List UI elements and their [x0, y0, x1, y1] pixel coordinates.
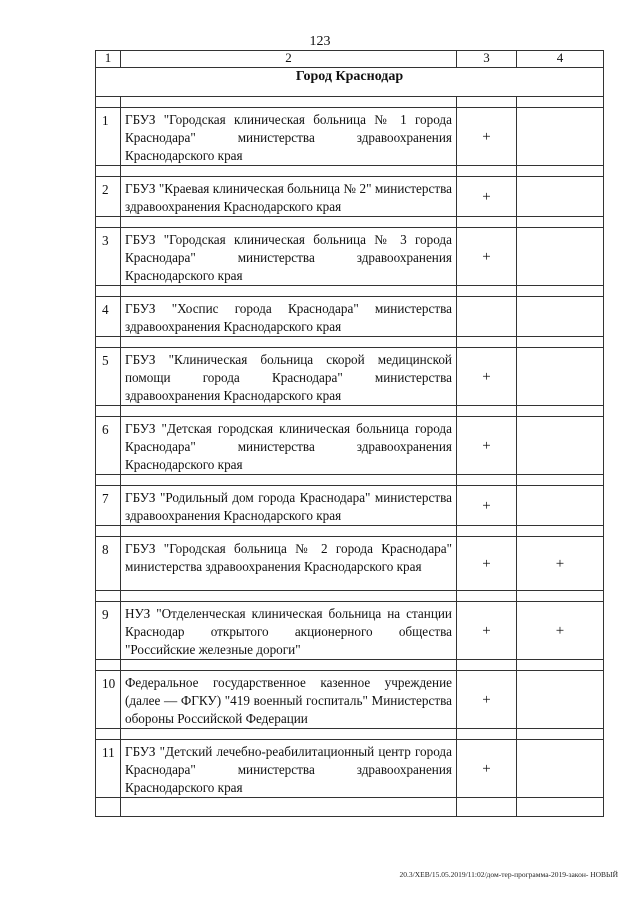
institution-name: ГБУЗ "Городская больница № 2 города Краснодара" министерства здравоохранения Краснодарского края [121, 537, 457, 591]
column-4-mark [517, 177, 604, 217]
spacer-cell [457, 217, 517, 228]
row-spacer [96, 660, 604, 671]
spacer-cell [457, 591, 517, 602]
spacer-cell [457, 526, 517, 537]
column-4-mark: + [517, 537, 604, 591]
hospital-table [95, 50, 604, 817]
section-title-row [96, 68, 604, 97]
spacer-cell [96, 406, 121, 417]
spacer-cell [121, 217, 457, 228]
row-number: 11 [96, 740, 121, 798]
spacer-cell [457, 97, 517, 108]
column-header-1: 1 [96, 51, 121, 68]
institution-name: ГБУЗ "Городская клиническая больница № 3 города Краснодара" министерства здравоохранения Краснодарского края [121, 228, 457, 286]
column-4-mark [517, 348, 604, 406]
spacer-cell [96, 217, 121, 228]
spacer-cell [517, 591, 604, 602]
spacer-cell [517, 475, 604, 486]
spacer-cell [517, 660, 604, 671]
column-header-3: 3 [457, 51, 517, 68]
spacer-cell [121, 97, 457, 108]
column-4-mark [517, 740, 604, 798]
column-4-mark [517, 486, 604, 526]
section-title: Город Краснодар [96, 68, 604, 97]
row-number: 2 [96, 177, 121, 217]
column-3-mark: + [457, 228, 517, 286]
column-3-mark: + [457, 486, 517, 526]
column-3-mark: + [457, 348, 517, 406]
spacer-cell [96, 337, 121, 348]
spacer-cell [96, 798, 121, 817]
spacer-cell [457, 660, 517, 671]
spacer-cell [121, 729, 457, 740]
spacer-cell [96, 97, 121, 108]
row-spacer [96, 798, 604, 817]
column-4-mark [517, 417, 604, 475]
spacer-cell [457, 475, 517, 486]
spacer-cell [517, 217, 604, 228]
spacer-cell [121, 337, 457, 348]
spacer-cell [121, 591, 457, 602]
document-footer: 20.3/ХЕВ/15.05.2019/11:02/дом-тер-программа-2019-закон- НОВЫЙ [399, 870, 618, 879]
table-row [96, 602, 604, 660]
row-spacer [96, 337, 604, 348]
spacer-cell [517, 798, 604, 817]
spacer-cell [457, 798, 517, 817]
spacer-cell [96, 475, 121, 486]
spacer-cell [457, 337, 517, 348]
spacer-cell [457, 286, 517, 297]
table-row [96, 348, 604, 406]
row-spacer [96, 475, 604, 486]
column-header-4: 4 [517, 51, 604, 68]
column-4-mark: + [517, 602, 604, 660]
column-3-mark [457, 297, 517, 337]
row-spacer [96, 729, 604, 740]
table-row [96, 297, 604, 337]
institution-name: ГБУЗ "Городская клиническая больница № 1 города Краснодара" министерства здравоохранения Краснодарского края [121, 108, 457, 166]
spacer-cell [517, 526, 604, 537]
institution-name: ГБУЗ "Родильный дом города Краснодара" министерства здравоохранения Краснодарского края [121, 486, 457, 526]
spacer-cell [457, 729, 517, 740]
spacer-cell [517, 406, 604, 417]
column-4-mark [517, 297, 604, 337]
institution-name: ГБУЗ "Детский лечебно-реабилитационный центр города Краснодара" министерства здравоохранения Краснодарского края [121, 740, 457, 798]
spacer-cell [121, 166, 457, 177]
table-row [96, 177, 604, 217]
row-spacer [96, 406, 604, 417]
row-number: 1 [96, 108, 121, 166]
column-4-mark [517, 108, 604, 166]
row-number: 5 [96, 348, 121, 406]
row-number: 3 [96, 228, 121, 286]
column-3-mark: + [457, 740, 517, 798]
row-spacer [96, 286, 604, 297]
column-3-mark: + [457, 671, 517, 729]
institution-name: ГБУЗ "Клиническая больница скорой медицинской помощи города Краснодара" министерства здравоохранения Краснодарского края [121, 348, 457, 406]
row-number: 10 [96, 671, 121, 729]
spacer-cell [517, 729, 604, 740]
spacer-cell [121, 406, 457, 417]
spacer-cell [121, 798, 457, 817]
institution-name: ГБУЗ "Хоспис города Краснодара" министерства здравоохранения Краснодарского края [121, 297, 457, 337]
column-3-mark: + [457, 602, 517, 660]
spacer-cell [121, 660, 457, 671]
table-row [96, 537, 604, 591]
column-header-2: 2 [121, 51, 457, 68]
row-number: 9 [96, 602, 121, 660]
column-3-mark: + [457, 108, 517, 166]
column-3-mark: + [457, 177, 517, 217]
column-4-mark [517, 671, 604, 729]
column-4-mark [517, 228, 604, 286]
row-spacer [96, 97, 604, 108]
spacer-cell [96, 526, 121, 537]
row-spacer [96, 526, 604, 537]
spacer-cell [517, 337, 604, 348]
spacer-cell [121, 475, 457, 486]
spacer-cell [121, 526, 457, 537]
spacer-cell [96, 166, 121, 177]
spacer-cell [517, 97, 604, 108]
table-row [96, 671, 604, 729]
column-3-mark: + [457, 417, 517, 475]
row-spacer [96, 591, 604, 602]
row-number: 4 [96, 297, 121, 337]
spacer-cell [96, 660, 121, 671]
spacer-cell [457, 406, 517, 417]
institution-name: ГБУЗ "Детская городская клиническая больница города Краснодара" министерства здравоохранения Краснодарского края [121, 417, 457, 475]
row-spacer [96, 217, 604, 228]
table-row [96, 417, 604, 475]
spacer-cell [517, 286, 604, 297]
spacer-cell [96, 729, 121, 740]
table-row [96, 740, 604, 798]
institution-name: НУЗ "Отделенческая клиническая больница на станции Краснодар открытого акционерного общества "Российские железные дороги" [121, 602, 457, 660]
column-3-mark: + [457, 537, 517, 591]
row-number: 6 [96, 417, 121, 475]
spacer-cell [96, 286, 121, 297]
row-number: 8 [96, 537, 121, 591]
spacer-cell [517, 166, 604, 177]
table-row [96, 228, 604, 286]
row-spacer [96, 166, 604, 177]
spacer-cell [457, 166, 517, 177]
spacer-cell [121, 286, 457, 297]
column-header-row [96, 51, 604, 68]
row-number: 7 [96, 486, 121, 526]
spacer-cell [96, 591, 121, 602]
table-row [96, 108, 604, 166]
institution-name: Федеральное государственное казенное учреждение (далее — ФГКУ) "419 военный госпиталь" Министерства обороны Российской Федерации [121, 671, 457, 729]
page-number: 123 [309, 34, 331, 49]
institution-name: ГБУЗ "Краевая клиническая больница № 2" министерства здравоохранения Краснодарского края [121, 177, 457, 217]
table-row [96, 486, 604, 526]
